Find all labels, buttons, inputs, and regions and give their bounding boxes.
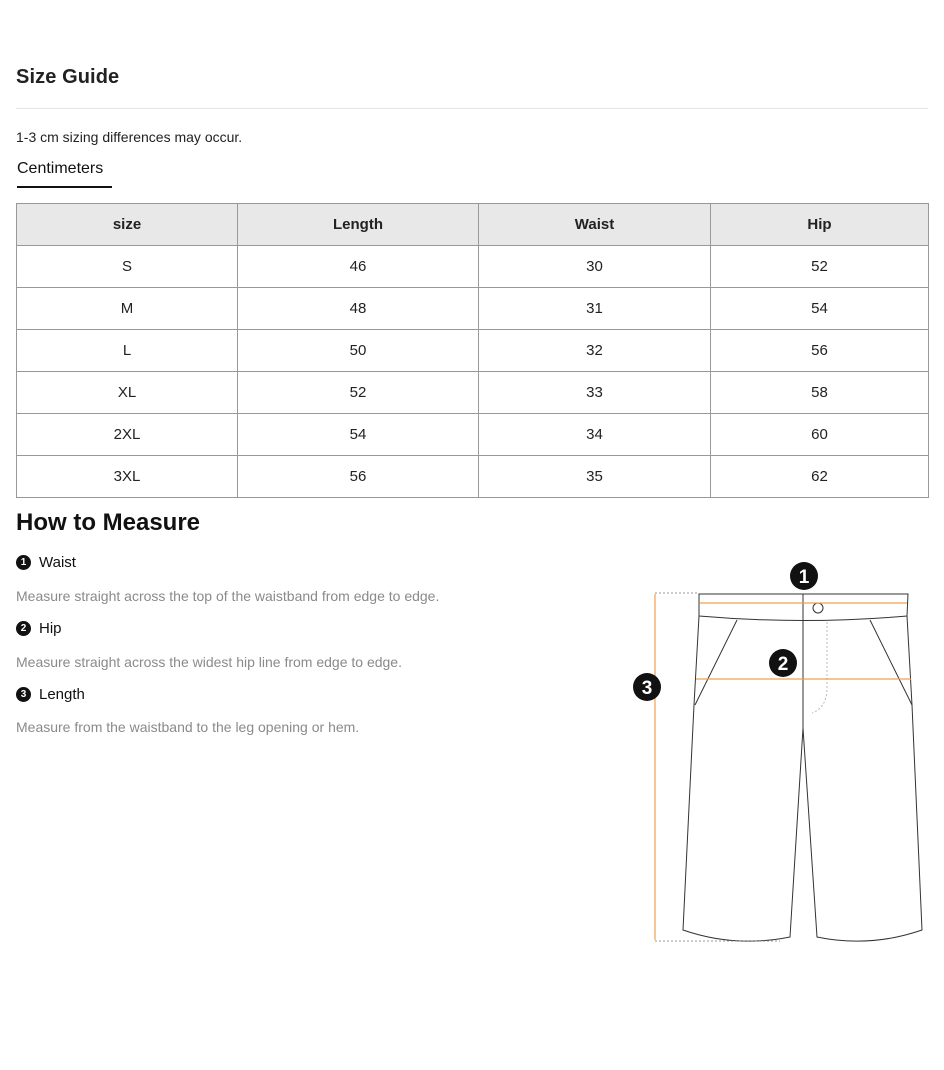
table-cell: 50 — [238, 330, 479, 372]
table-cell: 54 — [711, 288, 929, 330]
measure-item-label: Hip — [39, 620, 62, 637]
table-cell: 31 — [479, 288, 711, 330]
table-cell: 56 — [711, 330, 929, 372]
length-guides — [655, 593, 780, 941]
marker-2-label: 2 — [777, 654, 789, 675]
table-cell: 3XL — [17, 456, 238, 498]
diagram-marker-3 — [633, 673, 661, 701]
table-cell: 60 — [711, 414, 929, 456]
diagram-marker-1 — [790, 562, 818, 590]
table-cell: 58 — [711, 372, 929, 414]
header-waist: Waist — [479, 204, 711, 246]
fly-stitch — [812, 622, 827, 713]
header-length: Length — [238, 204, 479, 246]
diagram-marker-2 — [769, 649, 797, 677]
measure-item-label: Length — [39, 686, 85, 703]
table-cell: 34 — [479, 414, 711, 456]
table-cell: 35 — [479, 456, 711, 498]
table-cell: L — [17, 330, 238, 372]
table-cell: 48 — [238, 288, 479, 330]
number-2-icon: 2 — [16, 621, 31, 636]
measure-item-label: Waist — [39, 554, 76, 571]
table-cell: 52 — [711, 246, 929, 288]
table-cell: 30 — [479, 246, 711, 288]
marker-3-label: 3 — [641, 678, 653, 699]
table-cell: XL — [17, 372, 238, 414]
page-title: Size Guide — [16, 66, 120, 88]
sizing-note: 1-3 cm sizing differences may occur. — [16, 129, 243, 145]
header-size: size — [17, 204, 238, 246]
table-cell: 52 — [238, 372, 479, 414]
table-cell: M — [17, 288, 238, 330]
table-cell: 62 — [711, 456, 929, 498]
measure-item-description: Measure from the waistband to the leg opening or hem. — [16, 719, 360, 735]
shorts-outline — [683, 594, 922, 941]
header-hip: Hip — [711, 204, 929, 246]
marker-1-label: 1 — [798, 567, 810, 588]
measure-item-description: Measure straight across the top of the waistband from edge to edge. — [16, 588, 440, 604]
table-cell: 32 — [479, 330, 711, 372]
table-cell: 33 — [479, 372, 711, 414]
table-cell: 2XL — [17, 414, 238, 456]
table-cell: 56 — [238, 456, 479, 498]
number-1-icon: 1 — [16, 555, 31, 570]
measure-item-description: Measure straight across the widest hip line from edge to edge. — [16, 654, 402, 670]
measure-lines — [655, 594, 911, 940]
number-3-icon: 3 — [16, 687, 31, 702]
table-cell: 54 — [238, 414, 479, 456]
table-cell: S — [17, 246, 238, 288]
table-cell: 46 — [238, 246, 479, 288]
how-to-measure-title: How to Measure — [16, 509, 201, 536]
tab-centimeters[interactable]: Centimeters — [17, 160, 112, 188]
